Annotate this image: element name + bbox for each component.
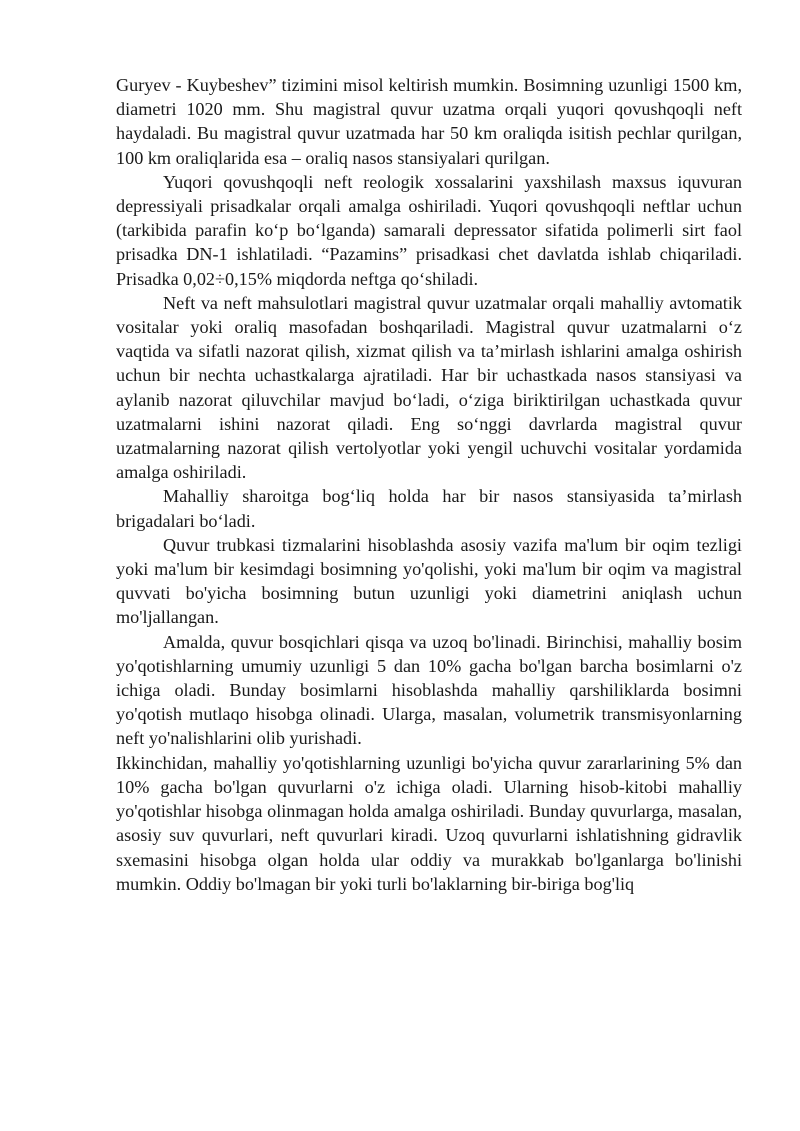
paragraph-long-pipelines: Ikkinchidan, mahalliy yo'qotishlarning uzunligi bo'yicha quvur zararlarining 5% dan 10% gacha bo'lgan quvurlarni o'z ichiga oladi. Ularning hisob-kitobi mahalliy yo'qotishlar hisobga olinmagan holda amalga oshiriladi. Bunday quvurlarga, masalan, asosiy suv quvurlari, neft quvurlari kiradi. Uzoq quvurlarni ishlatishning gidravlik sxemasini hisobga olgan holda ular oddiy va murakkab bo'lganlarga bo'linishi mumkin. Oddiy bo'lmagan bir yoki turli bo'laklarning bir-biriga bog'liq	[116, 752, 742, 894]
document-page	[116, 73, 742, 896]
paragraph-calculation-task: Quvur trubkasi tizmalarini hisoblashda asosiy vazifa ma'lum bir oqim tezligi yoki ma'lum bir kesimdagi bosimning yo'qolishi, yoki ma'lum bir oqim va magistral quvvati bo'yicha bosimning butun uzunligi yoki diametrini aniqlash uchun mo'ljallangan.	[116, 534, 742, 628]
paragraph-short-pipelines: Amalda, quvur bosqichlari qisqa va uzoq bo'linadi. Birinchisi, mahalliy bosim yo'qotishlarning umumiy uzunligi 5 dan 10% gacha bo'lgan barcha bosimlarni o'z ichiga oladi. Bunday bosimlarni hisoblashda mahalliy qarshiliklarda bosimni yo'qotish mutlaqo hisobga olinadi. Ularga, masalan, volumetrik transmisyonlarning neft yo'nalishlarini olib yurishadi.	[116, 631, 742, 749]
paragraph-viscous-oil-additives: Yuqori qovushqoqli neft reologik xossalarini yaxshilash maxsus iquvuran depressiyali prisadkalar orqali amalga oshiriladi. Yuqori qovushqoqli neftlar uchun (tarkibida parafin koʻp boʻlganda) samarali depressator sifatida polimerli sirt faol prisadka DN-1 ishlatiladi. “Pazamins” prisadkasi chet davlatda ishlab chiqariladi. Prisadka 0,02÷0,15% miqdorda neftga qoʻshiladi.	[116, 171, 742, 289]
paragraph-repair-brigades: Mahalliy sharoitga bogʻliq holda har bir nasos stansiyasida ta’mirlash brigadalari boʻladi.	[116, 486, 742, 531]
paragraph-pipeline-example: Guryev - Kuybeshev” tizimini misol keltirish mumkin. Bosimning uzunligi 1500 km, diametri 1020 mm. Shu magistral quvur uzatma orqali yuqori qovushqoqli neft haydaladi. Bu magistral quvur uzatmada har 50 km oraliqda isitish pechlar qurilgan, 100 km oraliqlarida esa – oraliq nasos stansiyalari qurilgan.	[116, 75, 742, 168]
paragraph-pipeline-control: Neft va neft mahsulotlari magistral quvur uzatmalar orqali mahalliy avtomatik vositalar yoki oraliq masofadan boshqariladi. Magistral quvur uzatmalarni oʻz vaqtida va sifatli nazorat qilish, xizmat qilish va ta’mirlash ishlarini amalga oshirish uchun bir nechta uchastkalarga ajratiladi. Har bir uchastkada nasos stansiyasi va aylanib nazorat qiluvchilar mavjud boʻladi, oʻziga biriktirilgan uchastkada quvur uzatmalarni ishini nazorat qiladi. Eng soʻnggi davrlarda magistral quvur uzatmalarning nazorat qilish vertolyotlar yoki yengil uchuvchi vositalar yordamida amalga oshiriladi.	[116, 292, 742, 483]
